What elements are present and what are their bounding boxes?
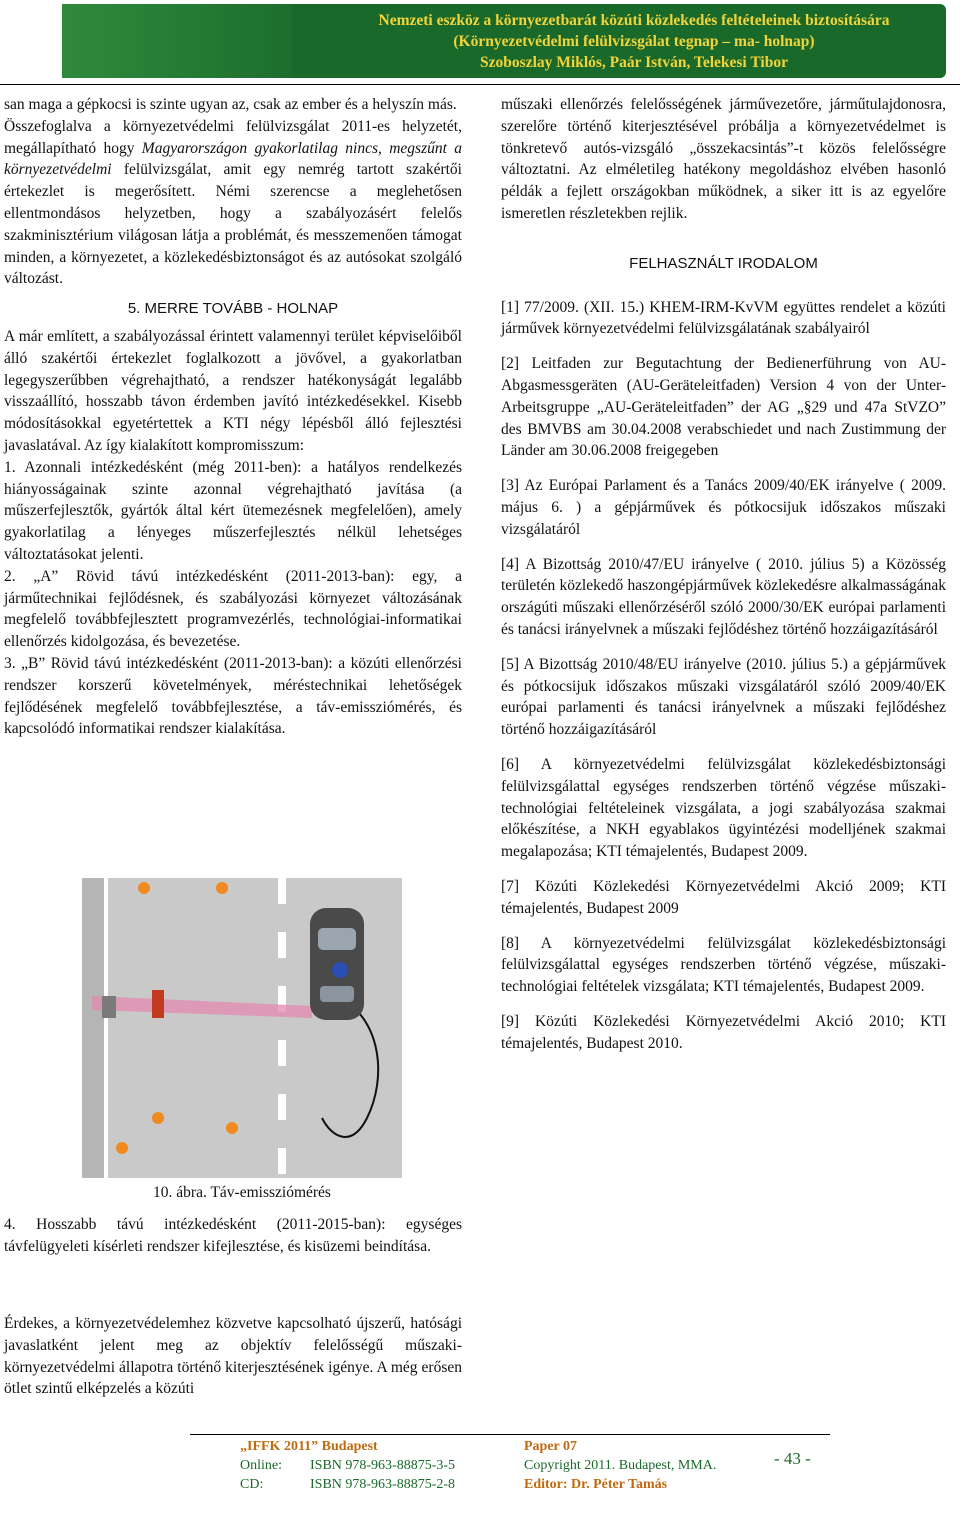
reference-item: [6] A környezetvédelmi felülvizsgálat közlekedésbiztonsági felülvizsgálattal egységes rendszerben történő végzése műszaki-technológiai feltételeinek vizsgálata, a jogi szabályozása szakmai előkészítése, a NKH egyablakos ügyintézési modelljének szakmai megalapozása; KTI témajelentés, Budapest 2009.: [501, 755, 946, 861]
sensor-unit: [102, 996, 116, 1018]
road-illustration: [82, 878, 402, 1178]
reference-item: [5] A Bizottság 2010/48/EU irányelve (2010. július 5.) a gépjárművek és pótkocsijuk időszakos műszaki vizsgálatáról szóló 2009/40/EK európai parlamenti és tanácsi irányelvnek a műszaki fejlődéshez történő hozzáigazításáról: [501, 655, 946, 739]
figure-caption: 10. ábra. Táv-emissziómérés: [153, 1184, 331, 1201]
footer-left: [240, 1437, 510, 1494]
car-rear-window: [320, 986, 354, 1002]
footer-divider: [190, 1434, 830, 1435]
traffic-cone: [216, 882, 228, 894]
left-column-final: [4, 1313, 462, 1400]
header-logo-band: [62, 4, 292, 78]
paragraph: 4. Hosszabb távú intézkedésként (2011-2015-ban): egységes távfelügyeleti kísérleti rendszer kifejlesztése, és kisüzemi beindítása.: [4, 1216, 462, 1255]
lane-dash: [278, 932, 286, 958]
footer-online: Online: ISBN 978-963-88875-3-5: [240, 1458, 456, 1473]
road-shoulder: [82, 878, 104, 1178]
footer-middle: [524, 1437, 744, 1494]
paragraph: Érdekes, a környezetvédelemhez közvetve kapcsolható újszerű, hatósági javaslatként jelent meg az objektív felelősségű műszaki-környezetvédelmi állapotra történő kiterjesztésének igénye. A még erősen ötlet szintű elképzelés a közúti: [4, 1315, 462, 1398]
paragraph: 3. „B” Rövid távú intézkedésként (2011-2013-ban): a közúti ellenőrzési rendszer korszerű követelmények, méréstechnikai lehetőségek fejlődésének megfelelő továbbfejlesztése, a táv-emissziómérés, és kapcsolódó informatikai rendszer kialakítása.: [4, 654, 462, 738]
lane-dash: [278, 878, 286, 904]
paragraph: [4, 116, 462, 290]
paragraph: A már említett, a szabályozással érintett valamennyi terület képviselőiből álló szakértői értekezlet foglalkozott a jövővel, a gyakorlatban legegyszerűbben végrehajtható, a rendszer hatékonyságát legalább visszaállító, hosszabb távon érdemben javító intézkedésekkel. Kisebb módosításokkal egyetértettek a KTI négy lépésből álló fejlesztési javaslatával. Az így kialakított kompromisszum:: [4, 327, 462, 454]
traffic-cone: [226, 1122, 238, 1134]
paragraph: san maga a gépkocsi is szinte ugyan az, csak az ember és a helyszín más.: [4, 96, 457, 113]
reference-item: [2] Leitfaden zur Begutachtung der Bedienerführung von AU-Abgasmessgeräten (AU-Geräteleitfaden) Version 4 von der Unter-Arbeitsgruppe „AU-Geräteleitfaden” der AG „§29 und 47a StVZO” des BMVBS am 30.04.2008 verabschiedet und nach Zustimmung der Länder am 30.06.2008 freigegeben: [501, 355, 946, 460]
header-title: Nemzeti eszköz a környezetbarát közúti közlekedés feltételeinek biztosítására: [378, 12, 890, 29]
reference-item: [1] 77/2009. (XII. 15.) KHEM-IRM-KvVM együttes rendelet a közúti járművek környezetvédelmi felülvizsgálatának szabályairól: [501, 298, 946, 338]
reference-item: [3] Az Európai Parlament és a Tanács 2009/40/EK irányelve ( 2009. május 6. ) a gépjárművek és pótkocsijuk időszakos műszaki vizsgálatáról: [501, 477, 946, 538]
footer-copyright: Copyright 2011. Budapest, MMA.: [524, 1458, 717, 1473]
header-text: [334, 10, 934, 73]
page-footer: [240, 1437, 840, 1492]
traffic-cone: [138, 882, 150, 894]
lane-dash: [278, 1148, 286, 1174]
footer-paper: Paper 07: [524, 1439, 578, 1454]
lane-dash: [278, 1040, 286, 1066]
left-column: [4, 94, 462, 740]
paragraph: 2. „A” Rövid távú intézkedésként (2011-2013-ban): egy, a járműtechnikai fejlődésnek, és szabályozási környezet változásának megfelelő továbbfejlesztett programvezérlés, technológiai-informatikai ellenőrzés kidolgozása, és bevezetése.: [4, 567, 462, 651]
right-column: [501, 94, 946, 1067]
car-windshield: [318, 928, 356, 950]
footer-conference: „IFFK 2011” Budapest: [240, 1439, 378, 1454]
page-number: - 43 -: [774, 1449, 811, 1468]
left-column-continued: [4, 1214, 462, 1258]
header-divider: [0, 84, 960, 85]
traffic-cone: [116, 1142, 128, 1154]
italic-text: Magyarországon gyakorlatilag nincs, megszűnt a környezetvédelmi: [4, 139, 463, 179]
remote-emission-figure: [82, 878, 402, 1178]
page-header: [62, 4, 946, 78]
reference-item: [4] A Bizottság 2010/47/EU irányelve ( 2010. július 5) a Közösség területén közlekedő haszongépjárművek közlekedésre alkalmasságának országúti műszaki ellenőrzéséről szóló 2000/30/EK európai parlamenti és tanácsi irányelvnek a műszaki fejlődéshez történő hozzáigazításáról: [501, 555, 946, 638]
paragraph-text: Összefoglalva a környezetvédelmi felülvizsgálat 2011-es helyzetét, megállapítható hogy: [4, 117, 462, 157]
references-heading: FELHASZNÁLT IRODALOM: [629, 254, 818, 272]
header-authors: Szoboszlay Miklós, Paár István, Telekesi Tibor: [480, 54, 788, 71]
beam-reflector: [152, 990, 164, 1018]
paragraph: 1. Azonnali intézkedésként (még 2011-ben): a hatályos rendelkezés hiányosságainak szinte azonnal végrehajtható javítása (a műszerfejlesztők, gyártók által kért ütemezésnek megfelelően), amely gyakorlatilag a lényeges műszerfejlesztés nélkül lehetséges változtatásokat jelenti.: [4, 458, 462, 563]
header-subtitle: (Környezetvédelmi felülvizsgálat tegnap – ma- holnap): [453, 33, 815, 50]
reference-item: [7] Közúti Közlekedési Környezetvédelmi Akció 2009; KTI témajelentés, Budapest 2009: [501, 877, 946, 917]
footer-editor: Editor: Dr. Péter Tamás: [524, 1477, 668, 1492]
footer-cd: CD: ISBN 978-963-88875-2-8: [240, 1477, 456, 1492]
reference-item: [8] A környezetvédelmi felülvizsgálat közlekedésbiztonsági felülvizsgálattal egységes rendszerben történő végzése, műszaki-technológiai feltételek vizsgálata; KTI témajelentés, Budapest 2009.: [501, 934, 946, 996]
traffic-cone: [152, 1112, 164, 1124]
section-heading: 5. MERRE TOVÁBB - HOLNAP: [127, 300, 339, 318]
reference-item: [9] Közúti Közlekedési Környezetvédelmi Akció 2010; KTI témajelentés, Budapest 2010.: [501, 1012, 946, 1052]
driver-figure: [332, 962, 348, 978]
paragraph-text: felülvizsgálat, amit egy nemrég tartott szakértői értekezlet is megerősített. Némi szerencse a meglehetősen ellentmondásos helyzetben, hogy a szabályozásért felelős szakminisztérium világosan látja a problémát, és messzemenően támogat minden, a környezetet, a közlekedésbiztonságot és az autósokat szolgáló változást.: [4, 161, 462, 288]
paragraph: műszaki ellenőrzés felelősségének járművezetőre, járműtulajdonosra, szerelőre történő kiterjesztésével próbálja a környezetvédelmet is tönkretevő autós-vizsgáló „összekacsintás”-t közös felelősségre változtatni. Az elméletileg hatékony megoldáshoz elvében hasonló példák a fejlett országokban működnek, a siker itt is az egyelőre ismeretlen részletekben rejlik.: [501, 96, 946, 222]
lane-dash: [278, 1094, 286, 1120]
road-edge-line: [104, 878, 108, 1178]
